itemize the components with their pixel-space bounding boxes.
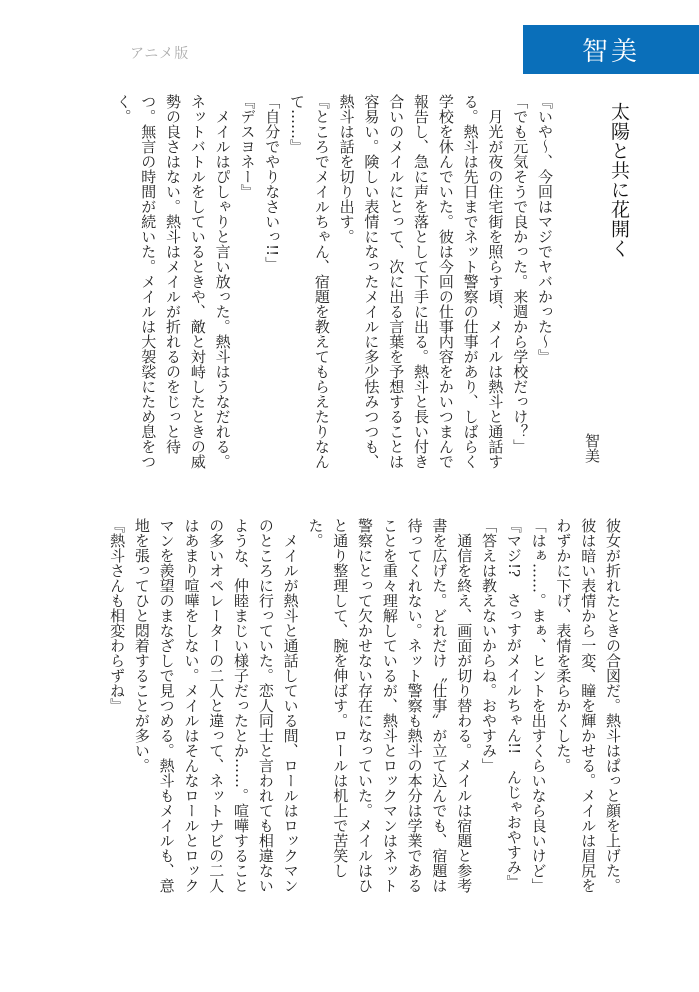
paragraph: 通信を終え、画面が切り替わる。メイルは宿題と参考書を広げた。どれだけ〝仕事〟が立て込んでも、宿題は待ってくれない。ネット警察も熱斗の本分は学業であることを重々理解しているが、熱斗とロックマンはネット警察にとって欠かせない存在になっていた。メイルはひと通り整理して、腕を伸ばす。ロールは机上で苦笑した。 [306,518,474,893]
paragraph: 「でも元気そうで良かった。来週から学校だっけ？」 [511,94,530,454]
paragraph: 「答えは教えないからね。おやすみ」 [480,518,499,773]
paragraph: 「自分でやりなさいっ!!」 [263,94,282,272]
paragraph: 彼女が折れたときの合図だ。熱斗はぱっと顔を上げた。彼は暗い表情から一変、瞳を輝かせる。メイルは眉尻をわずかに下げ、表情を柔らかくした。 [554,518,622,893]
story-title: 太陽と共に花開く [608,102,630,258]
byline: 智美 [583,433,601,463]
paragraph: 『マジ!? さっすがメイルちゃん!! んじゃおやすみ』 [504,518,523,890]
paragraph: 『熱斗さんも相変わらずね』 [108,518,127,713]
paragraph: 月光が夜の住宅街を照らす頃、メイルは熱斗と通話する。熱斗は先日までネット警察の仕事があり、しばらく学校を休んでいた。彼は今回の仕事内容をかいつまんで報告し、急に声を落として下手に出る。熱斗と長い付き合いのメイルにとって、次に出る言葉を予想することは容易い。険しい表情になったメイルに多少怯みつつも、熱斗は話を切り出す。 [337,94,505,469]
author-badge [523,25,699,74]
paragraph: 『デスヨネー』 [238,94,257,199]
paragraph: メイルが熱斗と通話している間、ロールはロックマンのところに行っていた。恋人同士と言われても相違ないような、仲睦まじい様子だったとか……。喧嘩することの多いオペレーターの二人と違って、ネットナビの二人はあまり喧嘩をしない。メイルはそんなロールとロックマンを羨望のまなざしで見つめる。熱斗もメイルも、意地を張ってひと悶着することが多い。 [132,518,300,893]
story-text-upper [111,94,557,469]
author-badge-text: 智美 [581,37,640,67]
story-text-lower [104,518,625,893]
paragraph: 『いや〜、今回はマジでヤバかった〜』 [536,94,554,364]
paragraph: 『ところでメイルちゃん、宿題を教えてもらえたりなんて……』 [288,94,331,469]
paragraph: メイルはぴしゃりと言い放った。熱斗はうなだれる。ネットバトルをしているときや、敵と対峙したときの威勢の良さはない。熱斗はメイルが折れるのをじっと待つ。無言の時間が続いた。メイルは大袈裟にため息をつく。 [114,94,232,469]
paragraph: 「はぁ……。まぁ、ヒントを出すくらいなら良いけど」 [529,518,548,893]
edition-label: アニメ版 [130,46,190,62]
